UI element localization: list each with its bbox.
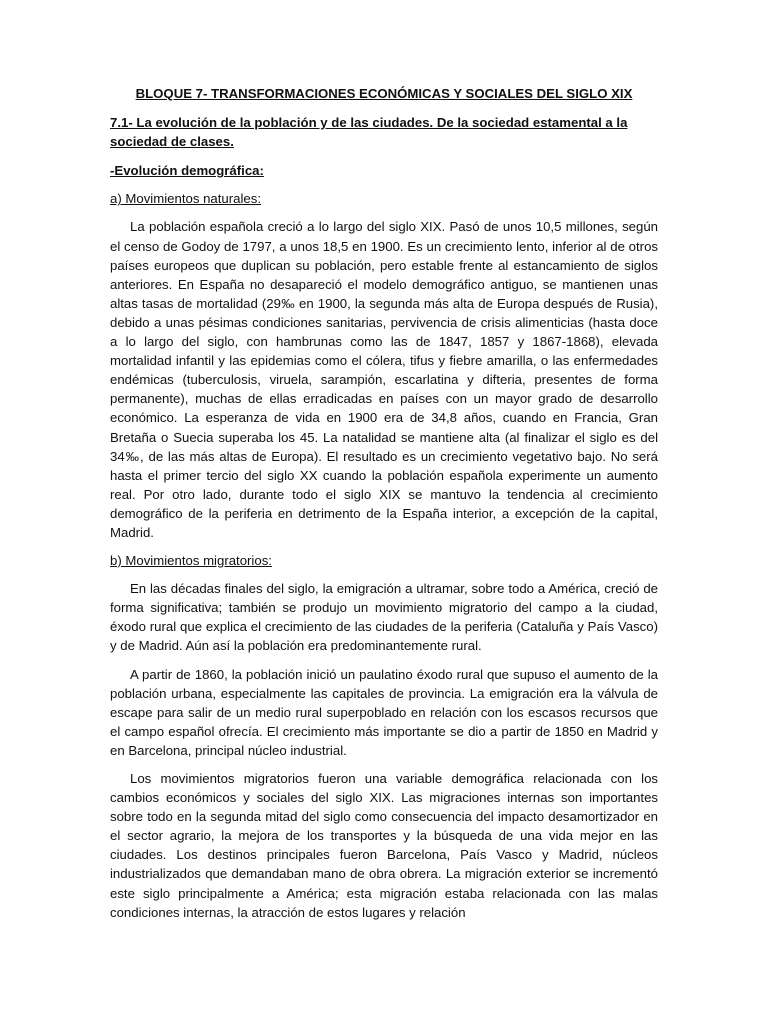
paragraph-migration-3: Los movimientos migratorios fueron una variable demográfica relacionada con los cambios económicos y sociales del siglo XIX. Las migraciones internas son importantes sobre todo en la segunda mitad del siglo como consecuencia del impacto desamortizador en el sector agrario, la mejora de los transportes y la búsqueda de una vida mejor en las ciudades. Los destinos principales fueron Barcelona, País Vasco y Madrid, núcleos industrializados que demandaban mano de obra obrera. La migración exterior se incrementó este siglo principalmente a América; esta migración estaba relacionada con las malas condiciones internas, la atracción de estos lugares y relación — [110, 771, 658, 920]
document-page — [110, 84, 658, 931]
subsection-heading-a: a) Movimientos naturales: — [110, 191, 261, 207]
section-heading: -Evolución demográfica: — [110, 163, 264, 179]
subsection-heading-b: b) Movimientos migratorios: — [110, 553, 272, 569]
document-title: BLOQUE 7- TRANSFORMACIONES ECONÓMICAS Y SOCIALES DEL SIGLO XIX — [135, 86, 633, 101]
paragraph-migration-2: A partir de 1860, la población inició un paulatino éxodo rural que supuso el aumento de la población urbana, especialmente las capitales de provincia. La emigración era la válvula de escape para salir de un medio rural superpoblado en relación con los escasos recursos que el campo español ofrecía. El crecimiento más importante se dio a partir de 1850 en Madrid y en Barcelona, principal núcleo industrial. — [110, 666, 658, 758]
section-subtitle: 7.1- La evolución de la población y de las ciudades. De la sociedad estamental a la sociedad de clases. — [110, 115, 628, 150]
paragraph-migration-1: En las décadas finales del siglo, la emigración a ultramar, sobre todo a América, creció de forma significativa; también se produjo un movimiento migratorio del campo a la ciudad, éxodo rural que explica el crecimiento de las ciudades de la periferia (Cataluña y País Vasco) y de Madrid. Aún así la población era predominantemente rural. — [110, 581, 658, 654]
paragraph-natural-movements: La población española creció a lo largo del siglo XIX. Pasó de unos 10,5 millones, según el censo de Godoy de 1797, a unos 18,5 en 1900. Es un crecimiento lento, inferior al de otros países europeos que duplican su población, pero estable frente al estancamiento de siglos anteriores. En España no desapareció el modelo demográfico antiguo, se mantienen unas altas tasas de mortalidad (29‰ en 1900, la segunda más alta de Europa después de Rusia), debido a unas pésimas condiciones sanitarias, pervivencia de crisis alimenticias (hasta doce a lo largo del siglo, con hambrunas como las de 1847, 1857 y 1867-1868), elevada mortalidad infantil y las epidemias como el cólera, tifus y fiebre amarilla, o las enfermedades endémicas (tuberculosis, viruela, sarampión, escarlatina y difteria, presentes de forma permanente), muchas de ellas erradicadas en países con un mayor grado de desarrollo económico. La esperanza de vida en 1900 era de 34,8 años, cuando en Francia, Gran Bretaña o Suecia superaba los 45. La natalidad se mantiene alta (al finalizar el siglo es del 34‰, de las más altas de Europa). El resultado es un crecimiento vegetativo bajo. No será hasta el primer tercio del siglo XX cuando la población española experimente un aumento real. Por otro lado, durante todo el siglo XIX se mantuvo la tendencia al crecimiento demográfico de la periferia en detrimento de la España interior, a excepción de la capital, Madrid. — [110, 219, 658, 540]
